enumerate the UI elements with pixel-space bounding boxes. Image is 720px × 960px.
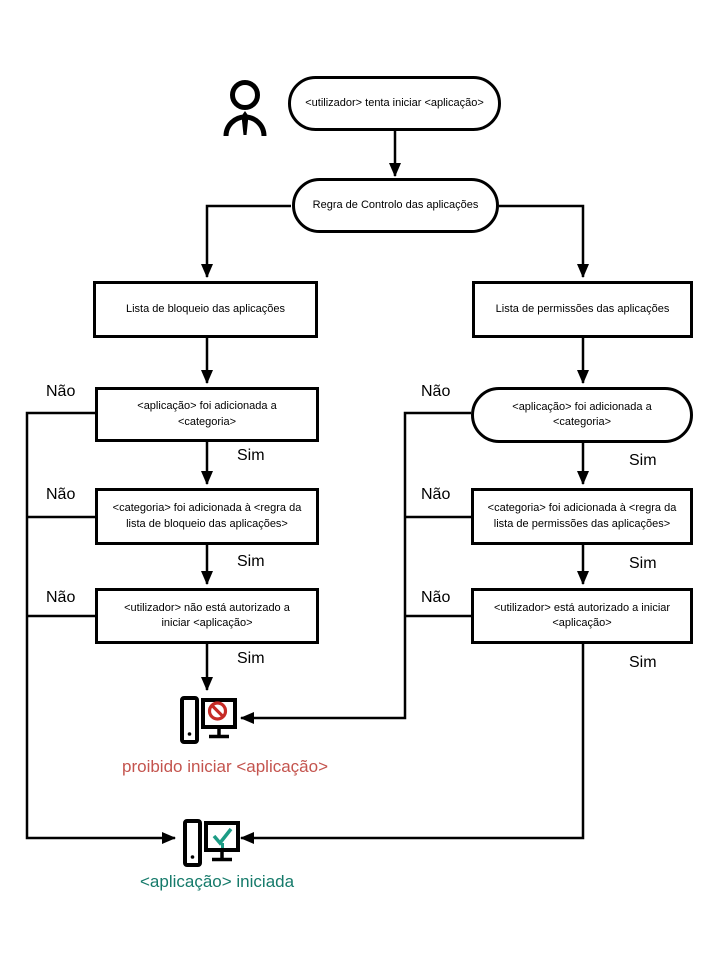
allow-app-check-node: <aplicação> foi adicionada a <categoria> [471, 387, 693, 443]
rule-node: Regra de Controlo das aplicações [292, 178, 499, 233]
block-category-check-node: <categoria> foi adicionada à <regra da lista de bloqueio das aplicações> [95, 488, 319, 545]
no-label: Não [421, 589, 451, 606]
allow-category-check-node: <categoria> foi adicionada à <regra da lista de permissões das aplicações> [471, 488, 693, 545]
allow-list-node: Lista de permissões das aplicações [472, 281, 693, 338]
allow-user-check-node: <utilizador> está autorizado a iniciar <aplicação> [471, 588, 693, 644]
no-label: Não [46, 589, 76, 606]
user-icon [226, 83, 264, 137]
yes-label: Sim [629, 555, 657, 572]
no-label: Não [46, 486, 76, 503]
block-user-check-node: <utilizador> não está autorizado a iniciar <aplicação> [95, 588, 319, 644]
no-label: Não [421, 383, 451, 400]
blocked-outcome-label: proibido iniciar <aplicação> [122, 757, 329, 776]
start-node: <utilizador> tenta iniciar <aplicação> [288, 76, 501, 131]
yes-label: Sim [237, 650, 265, 667]
yes-label: Sim [629, 654, 657, 671]
computer-started-icon [185, 821, 238, 865]
yes-label: Sim [237, 553, 265, 570]
block-list-node: Lista de bloqueio das aplicações [93, 281, 318, 338]
block-app-check-node: <aplicação> foi adicionada a <categoria> [95, 387, 319, 442]
yes-label: Sim [237, 447, 265, 464]
no-label: Não [421, 486, 451, 503]
no-label: Não [46, 383, 76, 400]
started-outcome-label: <aplicação> iniciada [140, 872, 295, 891]
prohibition-icon [210, 703, 226, 719]
computer-blocked-icon [182, 698, 235, 742]
yes-label: Sim [629, 452, 657, 469]
